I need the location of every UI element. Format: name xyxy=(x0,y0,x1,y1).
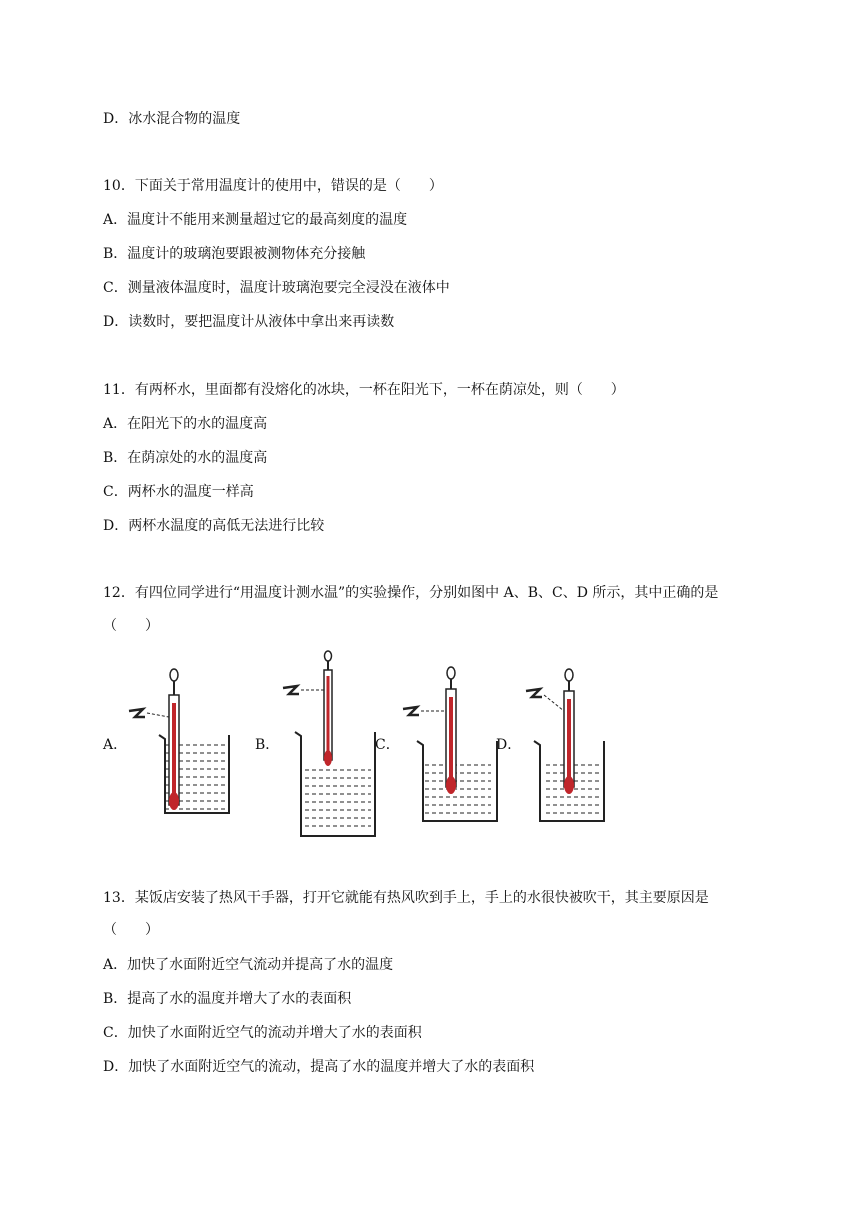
q12-figure-b xyxy=(275,650,385,845)
eye-icon xyxy=(283,686,299,694)
thermometer xyxy=(564,669,574,794)
q9-option-d: D．冰水混合物的温度 xyxy=(103,111,241,127)
eye-icon xyxy=(129,709,145,717)
thermometer xyxy=(169,669,179,810)
q12-figure-label-d: D． xyxy=(496,737,522,753)
q11-option-d: D．两杯水温度的高低无法进行比较 xyxy=(103,518,325,534)
beaker-water-lines xyxy=(305,770,371,826)
q12-figure-label-c: C． xyxy=(375,737,400,753)
q10-option-c: C．测量液体温度时，温度计玻璃泡要完全浸没在液体中 xyxy=(103,280,450,296)
q13-option-d: D．加快了水面附近空气的流动，提高了水的温度并增大了水的表面积 xyxy=(103,1059,535,1075)
eye-icon xyxy=(403,707,419,715)
thermometer xyxy=(446,667,456,794)
q11-option-a: A．在阳光下的水的温度高 xyxy=(103,416,268,432)
q12-stem-line2: （ ） xyxy=(103,618,159,634)
q12-figure-label-a: A． xyxy=(103,737,128,753)
q10-option-a: A．温度计不能用来测量超过它的最高刻度的温度 xyxy=(103,212,408,228)
thermometer xyxy=(324,651,332,766)
q13-option-b: B．提高了水的温度并增大了水的表面积 xyxy=(103,991,352,1007)
beaker xyxy=(295,732,375,836)
q12-figure-d xyxy=(520,665,630,830)
q13-stem-line2: （ ） xyxy=(103,922,159,938)
sight-line xyxy=(147,713,169,717)
q11-option-c: C．两杯水的温度一样高 xyxy=(103,484,254,500)
q12-figure-c xyxy=(395,665,505,830)
q12-stem-line1: 12．有四位同学进行“用温度计测水温”的实验操作，分别如图中 A、B、C、D 所示，其中正确的是 xyxy=(103,585,719,601)
q13-option-a: A．加快了水面附近空气流动并提高了水的温度 xyxy=(103,957,394,973)
q10-stem: 10．下面关于常用温度计的使用中，错误的是（ ） xyxy=(103,178,443,194)
q13-option-c: C．加快了水面附近空气的流动并增大了水的表面积 xyxy=(103,1025,422,1041)
q11-option-b: B．在荫凉处的水的温度高 xyxy=(103,450,268,466)
beaker-water-lines xyxy=(425,765,491,813)
q11-stem: 11．有两杯水，里面都有没熔化的冰块，一杯在阳光下，一杯在荫凉处，则（ ） xyxy=(103,382,625,398)
q12-figure-label-b: B． xyxy=(255,737,280,753)
eye-icon xyxy=(526,689,542,697)
sight-line xyxy=(544,695,564,711)
q10-option-b: B．温度计的玻璃泡要跟被测物体充分接触 xyxy=(103,246,366,262)
q12-figure-a xyxy=(125,665,235,825)
q13-stem-line1: 13．某饭店安装了热风干手器，打开它就能有热风吹到手上，手上的水很快被吹干，其主要原因是 xyxy=(103,890,709,906)
q10-option-d: D．读数时，要把温度计从液体中拿出来再读数 xyxy=(103,314,395,330)
